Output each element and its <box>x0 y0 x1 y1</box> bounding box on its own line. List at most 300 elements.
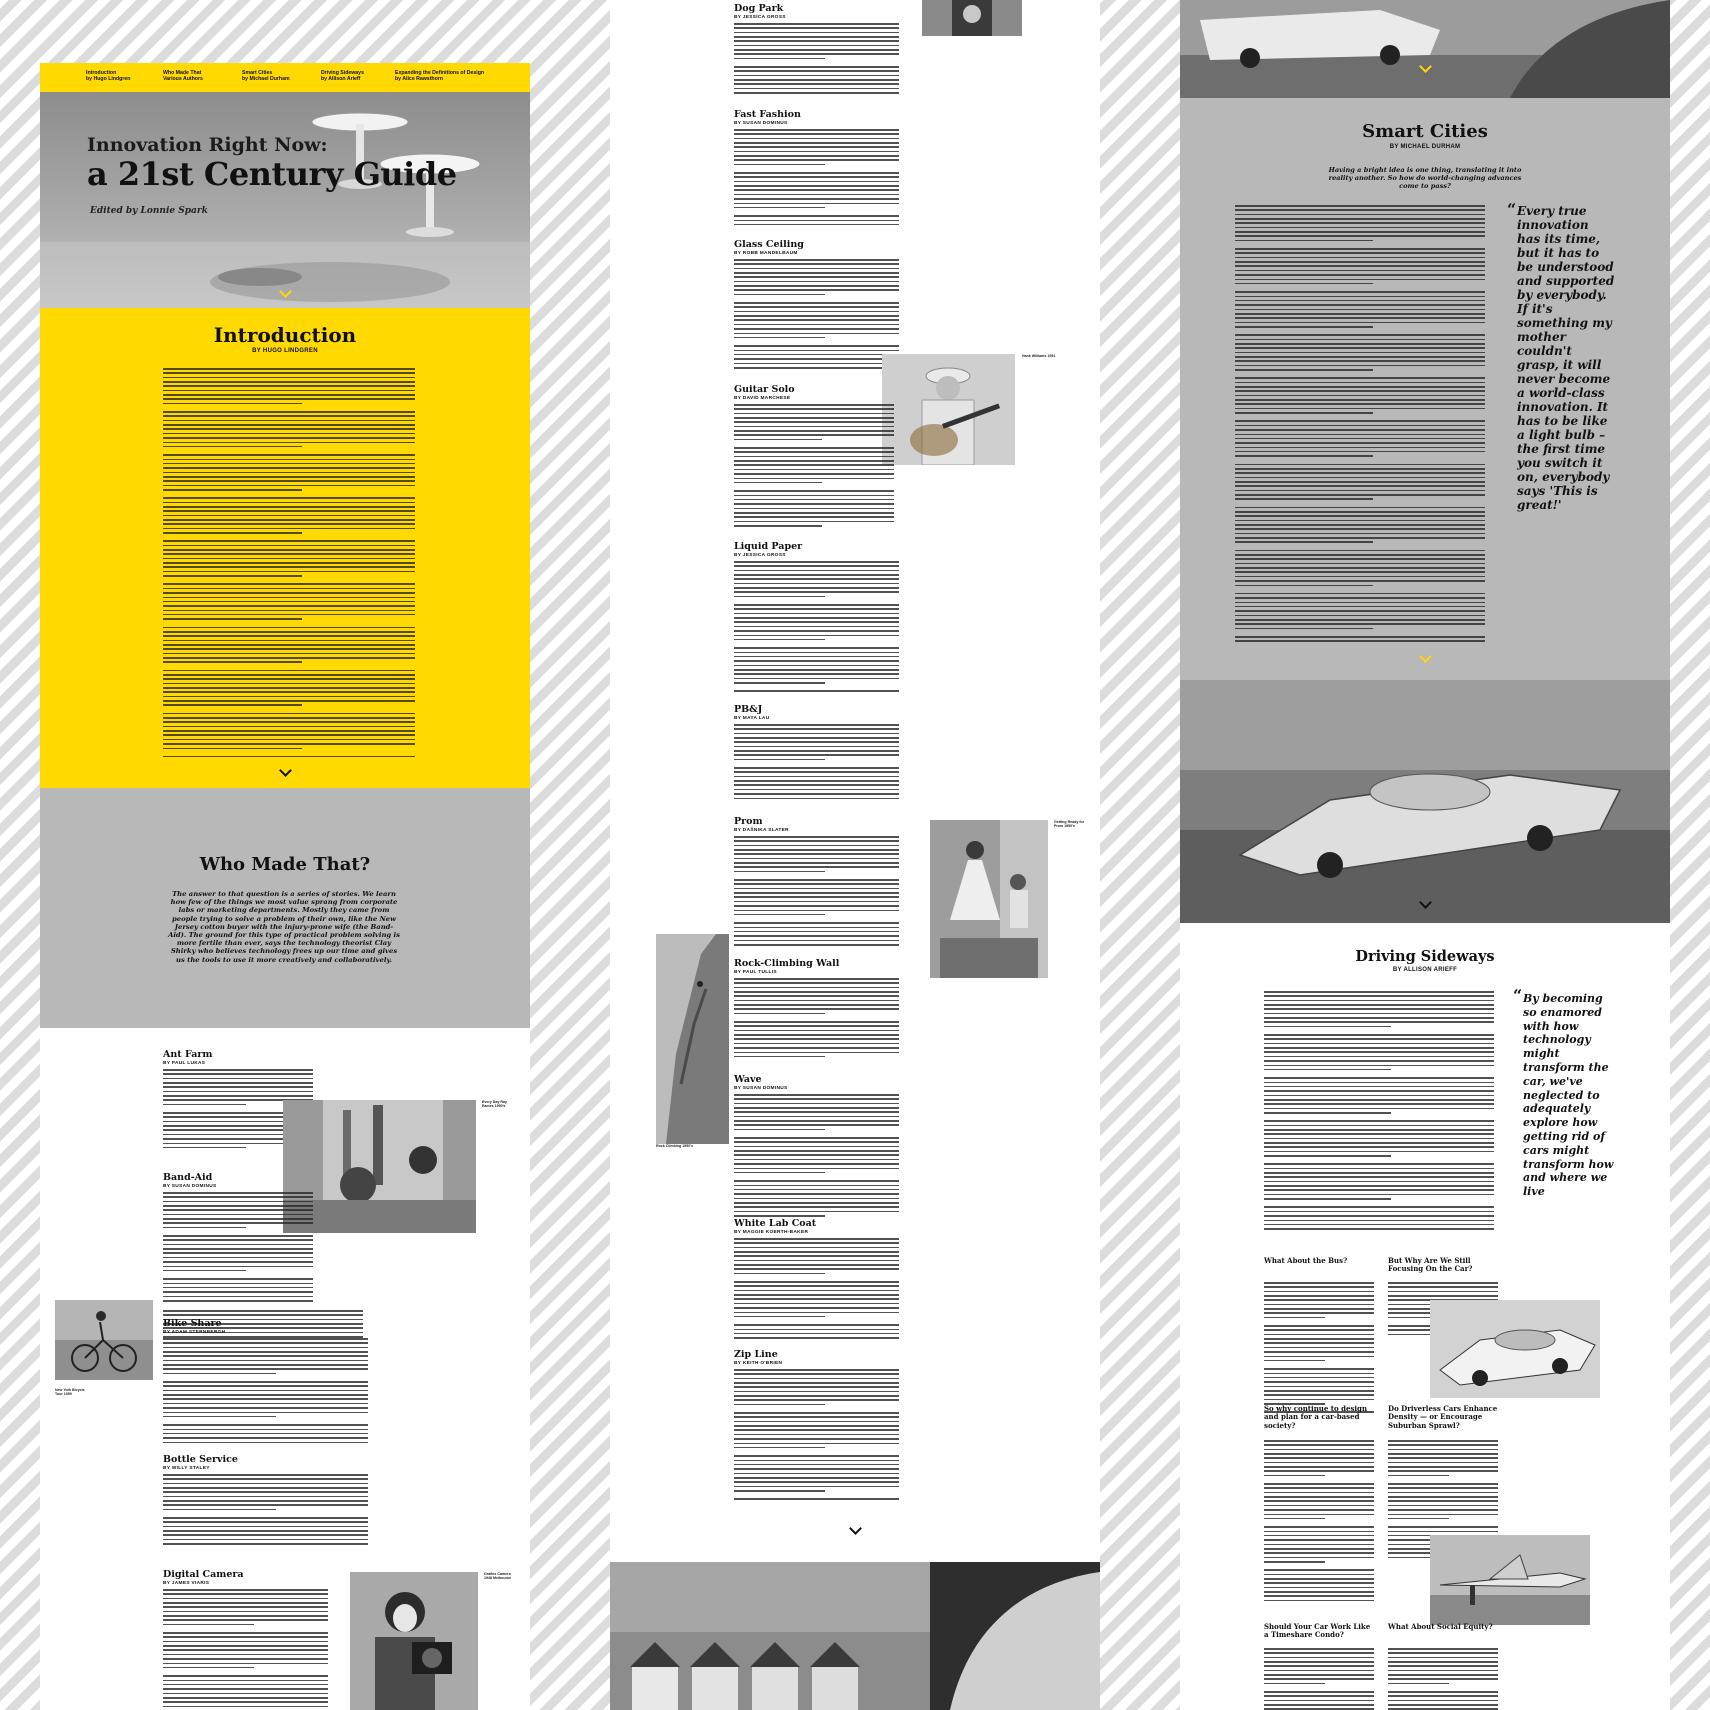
text-line <box>1264 1051 1494 1053</box>
text-line <box>1264 1368 1374 1370</box>
text-line <box>734 604 899 606</box>
text-line <box>734 1434 899 1436</box>
text-line <box>734 665 899 667</box>
text-line <box>1264 1492 1374 1494</box>
text-line <box>734 447 894 449</box>
text-line <box>734 1260 899 1262</box>
tulip-tables-image <box>40 92 530 308</box>
text-line <box>734 879 899 881</box>
article-body-text <box>163 1338 368 1444</box>
section-title: Introduction <box>213 323 357 347</box>
text-line <box>734 621 899 623</box>
section-title: Who Made That? <box>199 854 371 875</box>
text-line <box>1264 1329 1374 1331</box>
text-line <box>1235 490 1485 492</box>
text-line <box>163 588 415 590</box>
nav-item-title: Driving Sideways <box>321 70 364 76</box>
text-line <box>1264 1470 1374 1472</box>
nav-item-who-made-that[interactable] <box>163 70 203 82</box>
chevron-down-icon[interactable] <box>1420 62 1430 72</box>
text-line <box>1235 265 1485 267</box>
text-line <box>163 1543 368 1545</box>
text-line <box>734 836 899 838</box>
text-line <box>163 1209 313 1211</box>
text-line <box>734 759 825 761</box>
text-line <box>734 927 899 929</box>
text-line <box>163 1496 368 1498</box>
text-line <box>734 516 894 518</box>
text-line <box>734 185 899 187</box>
prom-photo <box>930 820 1048 978</box>
text-line <box>1235 209 1485 211</box>
text-line <box>1235 580 1485 582</box>
chevron-down-icon[interactable] <box>280 766 290 776</box>
text-line <box>1235 395 1485 397</box>
text-line <box>1264 1548 1374 1550</box>
text-line <box>1264 1449 1374 1451</box>
text-line <box>1264 1600 1374 1602</box>
text-line <box>734 276 899 278</box>
text-line <box>734 1337 899 1339</box>
text-line <box>163 1416 276 1418</box>
photo-caption: Rock Climbing 1950's <box>656 1144 694 1148</box>
text-line <box>1264 1678 1374 1680</box>
text-line <box>734 155 899 157</box>
text-line <box>1235 477 1485 479</box>
text-line <box>163 1287 313 1289</box>
text-line <box>1264 1505 1374 1507</box>
text-line <box>1388 1657 1498 1659</box>
text-line <box>163 721 415 723</box>
text-line <box>734 146 899 148</box>
article-byline: BY DAŠNIKA SLATER <box>734 828 789 833</box>
text-line <box>734 1486 899 1488</box>
text-line <box>734 1382 899 1384</box>
text-line <box>1235 571 1485 573</box>
text-line <box>1235 382 1485 384</box>
text-line <box>163 1342 368 1344</box>
text-line <box>734 678 899 680</box>
text-line <box>1264 1509 1374 1511</box>
text-line <box>1235 442 1485 444</box>
article-title: Liquid Paper <box>734 541 803 552</box>
text-line <box>163 553 415 555</box>
text-line <box>163 1373 276 1375</box>
text-line <box>734 456 894 458</box>
text-line <box>1235 390 1485 392</box>
article-body-text <box>734 1369 899 1501</box>
article-body-text <box>734 404 894 528</box>
text-line <box>163 1526 368 1528</box>
text-line <box>734 367 899 369</box>
text-line <box>734 49 899 51</box>
text-line <box>734 1412 899 1414</box>
text-line <box>734 1094 899 1096</box>
text-line <box>1264 991 1494 993</box>
text-line <box>734 345 899 347</box>
text-line <box>734 1215 825 1217</box>
text-line <box>1264 1648 1374 1650</box>
text-line <box>734 460 894 462</box>
guitar-solo-photo <box>882 354 1015 465</box>
article-body-text <box>1264 1282 1374 1414</box>
text-line <box>1235 585 1373 587</box>
text-line <box>734 635 899 637</box>
text-line <box>1264 1544 1374 1546</box>
text-line <box>734 1329 899 1331</box>
text-line <box>163 1310 363 1312</box>
text-line <box>1264 1539 1374 1541</box>
text-line <box>163 1291 313 1293</box>
text-line <box>163 1636 328 1638</box>
rocket-plane-photo <box>1430 1535 1590 1625</box>
text-line <box>1264 1518 1325 1520</box>
text-line <box>734 1421 899 1423</box>
nav-item-title: Introduction <box>86 70 117 76</box>
driving-sideways-body-text <box>1264 991 1494 1231</box>
text-line <box>1235 597 1485 599</box>
text-line <box>163 523 415 525</box>
text-line <box>163 644 415 646</box>
text-line <box>734 1481 899 1483</box>
text-line <box>163 1381 368 1383</box>
text-line <box>1388 1291 1498 1293</box>
text-line <box>734 639 825 641</box>
text-line <box>163 730 415 732</box>
bike-share-photo <box>55 1300 153 1380</box>
text-line <box>1264 1381 1374 1383</box>
text-line <box>163 472 415 474</box>
text-line <box>1264 1334 1374 1336</box>
text-line <box>163 1530 368 1532</box>
text-line <box>1235 356 1485 358</box>
text-line <box>1235 347 1485 349</box>
text-line <box>734 1120 899 1122</box>
text-line <box>1388 1466 1498 1468</box>
text-line <box>1235 205 1485 207</box>
text-line <box>1388 1665 1498 1667</box>
text-line <box>734 1460 899 1462</box>
text-line <box>1235 554 1485 556</box>
text-line <box>1264 1661 1374 1663</box>
text-line <box>734 724 899 726</box>
text-line <box>734 940 899 942</box>
text-line <box>734 1268 899 1270</box>
text-line <box>1235 451 1485 453</box>
chevron-down-icon[interactable] <box>280 287 290 297</box>
concept-car-sketch-image <box>1430 1300 1600 1398</box>
concept-car-sketch-photo <box>1430 1300 1600 1398</box>
text-line <box>734 798 899 800</box>
article-byline: BY ADAM STERNBERGH <box>163 1330 226 1335</box>
text-line <box>1388 1462 1498 1464</box>
text-line <box>734 1373 899 1375</box>
text-line <box>163 1474 368 1476</box>
text-line <box>734 1369 899 1371</box>
text-line <box>1235 365 1485 367</box>
dog-park-image <box>922 0 1022 36</box>
hero-title-line2: a 21st Century Guide <box>87 155 457 193</box>
text-line <box>734 750 899 752</box>
text-line <box>163 1196 313 1198</box>
text-line <box>734 172 899 174</box>
text-line <box>1264 1552 1374 1554</box>
text-line <box>734 608 899 610</box>
text-line <box>734 892 899 894</box>
text-line <box>1264 1462 1374 1464</box>
nav-item-expanding-design[interactable] <box>395 70 484 82</box>
text-line <box>734 285 899 287</box>
chevron-down-icon[interactable] <box>850 1524 860 1534</box>
text-line <box>163 1649 328 1651</box>
text-line <box>1235 636 1485 638</box>
text-line <box>734 1103 899 1105</box>
prom-dress-image <box>930 820 1048 978</box>
text-line <box>1264 1483 1374 1485</box>
text-line <box>734 866 899 868</box>
text-line <box>163 575 302 577</box>
text-line <box>734 565 899 567</box>
text-line <box>1235 322 1485 324</box>
text-line <box>734 469 894 471</box>
text-line <box>163 601 415 603</box>
text-line <box>163 1364 368 1366</box>
text-line <box>1264 1189 1494 1191</box>
subhead: What About the Bus? <box>1264 1256 1348 1265</box>
text-line <box>734 858 899 860</box>
text-line <box>734 1399 899 1401</box>
text-line <box>734 1098 899 1100</box>
text-line <box>734 1025 899 1027</box>
text-line <box>1264 1582 1374 1584</box>
text-line <box>734 754 899 756</box>
text-line <box>1235 602 1485 604</box>
nav-item-driving-sideways[interactable] <box>321 70 364 82</box>
text-line <box>1264 1176 1494 1178</box>
text-line <box>163 1534 368 1536</box>
article-body-text <box>734 978 899 1064</box>
article-body-text <box>734 1094 899 1218</box>
text-line <box>163 1593 328 1595</box>
text-line <box>163 1509 276 1511</box>
article-title: Prom <box>734 816 763 827</box>
text-line <box>163 1385 368 1387</box>
nav-item-title: Expanding the Definitions of Design <box>395 70 485 76</box>
text-line <box>163 1347 368 1349</box>
text-line <box>734 159 899 161</box>
text-line <box>1264 1453 1374 1455</box>
text-line <box>734 350 899 352</box>
article-body-text <box>734 23 899 97</box>
text-line <box>734 1189 899 1191</box>
introduction-section <box>40 308 530 788</box>
text-line <box>734 75 899 77</box>
text-line <box>734 478 894 480</box>
text-line <box>163 1218 313 1220</box>
text-line <box>1264 1390 1374 1392</box>
article-byline: BY PAUL LUKAS <box>163 1061 206 1066</box>
text-line <box>734 40 899 42</box>
text-line <box>734 1129 825 1131</box>
text-line <box>1264 1155 1391 1157</box>
text-line <box>1264 1286 1374 1288</box>
text-line <box>1264 1386 1374 1388</box>
text-line <box>163 1680 328 1682</box>
photo-caption: Graflex Camera 1948 Melbourne <box>484 1572 512 1581</box>
text-line <box>734 862 899 864</box>
text-line <box>734 776 899 778</box>
nav-item-title: Smart Cities <box>242 70 273 76</box>
nav-item-author: by Hugo Lindgren <box>86 76 131 83</box>
text-line <box>163 1086 313 1088</box>
text-line <box>163 1645 328 1647</box>
text-line <box>734 92 899 94</box>
article-byline: BY WILLY STALEY <box>163 1466 210 1471</box>
text-line <box>1264 1099 1494 1101</box>
text-line <box>734 1116 899 1118</box>
text-line <box>734 268 899 270</box>
text-line <box>1235 214 1485 216</box>
article-body-text <box>163 1589 328 1710</box>
text-line <box>1264 1312 1374 1314</box>
text-line <box>734 1154 899 1156</box>
text-line <box>734 626 899 628</box>
text-line <box>1264 1304 1374 1306</box>
text-line <box>734 363 899 365</box>
text-line <box>1235 563 1485 565</box>
text-line <box>734 690 899 692</box>
text-line <box>734 789 899 791</box>
text-line <box>163 726 415 728</box>
text-line <box>1235 438 1485 440</box>
text-line <box>734 83 899 85</box>
smart-cities-body-text <box>1235 205 1485 645</box>
text-line <box>1388 1286 1498 1288</box>
text-line <box>163 1266 313 1268</box>
text-line <box>1264 1595 1374 1597</box>
text-line <box>1388 1531 1498 1533</box>
text-line <box>734 263 899 265</box>
text-line <box>1264 1683 1325 1685</box>
text-line <box>1264 1034 1494 1036</box>
text-line <box>1388 1453 1498 1455</box>
text-line <box>1264 1125 1494 1127</box>
text-line <box>734 1273 825 1275</box>
text-line <box>1388 1518 1449 1520</box>
rocket-plane-image <box>1430 1535 1590 1625</box>
text-line <box>734 1255 899 1257</box>
text-line <box>163 1082 313 1084</box>
text-line <box>163 428 415 430</box>
article-body-text <box>163 1192 313 1304</box>
article-title: Glass Ceiling <box>734 239 804 250</box>
text-line <box>163 566 415 568</box>
text-line <box>163 1641 328 1643</box>
concept-car-photo <box>1180 680 1670 923</box>
text-line <box>734 354 899 356</box>
text-line <box>163 648 415 650</box>
text-line <box>1264 1308 1374 1310</box>
article-title: Zip Line <box>734 1349 778 1360</box>
text-line <box>163 394 415 396</box>
text-line <box>1264 1129 1494 1131</box>
text-line <box>734 1141 899 1143</box>
text-line <box>1235 420 1485 422</box>
text-line <box>1235 550 1485 552</box>
text-line <box>163 1351 368 1353</box>
text-line <box>163 1658 328 1660</box>
article-byline: BY MAYA LAU <box>734 716 770 721</box>
text-line <box>163 1429 368 1431</box>
text-line <box>163 631 415 633</box>
text-line <box>734 58 825 60</box>
bicycle-image <box>55 1300 153 1380</box>
pull-quote: Every true innovation has its time, but it has to be understood and supported by everybody. If it's something my mother couldn't grasp, it will never become a world-class innovation. It has to be like a light bulb – the first time you switch it on, everybody says 'This is great!' <box>1517 204 1615 512</box>
text-line <box>1264 1008 1494 1010</box>
text-line <box>734 133 899 135</box>
text-line <box>1388 1444 1498 1446</box>
text-line <box>163 700 415 702</box>
text-line <box>163 1624 254 1626</box>
text-line <box>1388 1704 1498 1706</box>
text-line <box>163 1073 313 1075</box>
text-line <box>1264 1206 1494 1208</box>
text-line <box>734 1404 825 1406</box>
text-line <box>163 1424 368 1426</box>
article-byline: BY JESSICA GROSS <box>734 553 786 558</box>
text-line <box>1264 1704 1374 1706</box>
nav-item-introduction[interactable] <box>86 70 130 82</box>
text-line <box>163 385 415 387</box>
text-line <box>734 224 899 226</box>
text-line <box>734 1124 899 1126</box>
text-line <box>163 528 415 530</box>
text-line <box>1235 468 1485 470</box>
chevron-down-icon[interactable] <box>1420 898 1430 908</box>
article-title: Digital Camera <box>163 1569 244 1580</box>
text-line <box>163 1368 368 1370</box>
text-line <box>163 1214 313 1216</box>
vintage-car-photo <box>1180 0 1670 98</box>
text-line <box>163 372 415 374</box>
chevron-down-icon[interactable] <box>1420 652 1430 662</box>
text-line <box>1235 524 1485 526</box>
text-line <box>163 381 415 383</box>
text-line <box>1235 567 1485 569</box>
text-line <box>1388 1449 1498 1451</box>
text-line <box>1264 1224 1494 1226</box>
text-line <box>163 1192 313 1194</box>
smart-cities-section <box>1180 98 1670 680</box>
text-line <box>734 1307 899 1309</box>
text-line <box>734 189 899 191</box>
text-line <box>1235 576 1485 578</box>
text-line <box>1235 429 1485 431</box>
nav-item-smart-cities[interactable] <box>242 70 290 82</box>
text-line <box>734 451 894 453</box>
text-line <box>1264 1670 1374 1672</box>
text-line <box>163 1270 246 1272</box>
text-line <box>163 1663 328 1665</box>
text-line <box>1264 1095 1494 1097</box>
article-title: PB&J <box>734 704 763 715</box>
text-line <box>734 220 899 222</box>
text-line <box>734 896 899 898</box>
text-line <box>1264 1194 1494 1196</box>
text-line <box>1388 1652 1498 1654</box>
section-byline: BY HUGO LINDGREN <box>252 348 318 354</box>
text-line <box>734 1429 899 1431</box>
